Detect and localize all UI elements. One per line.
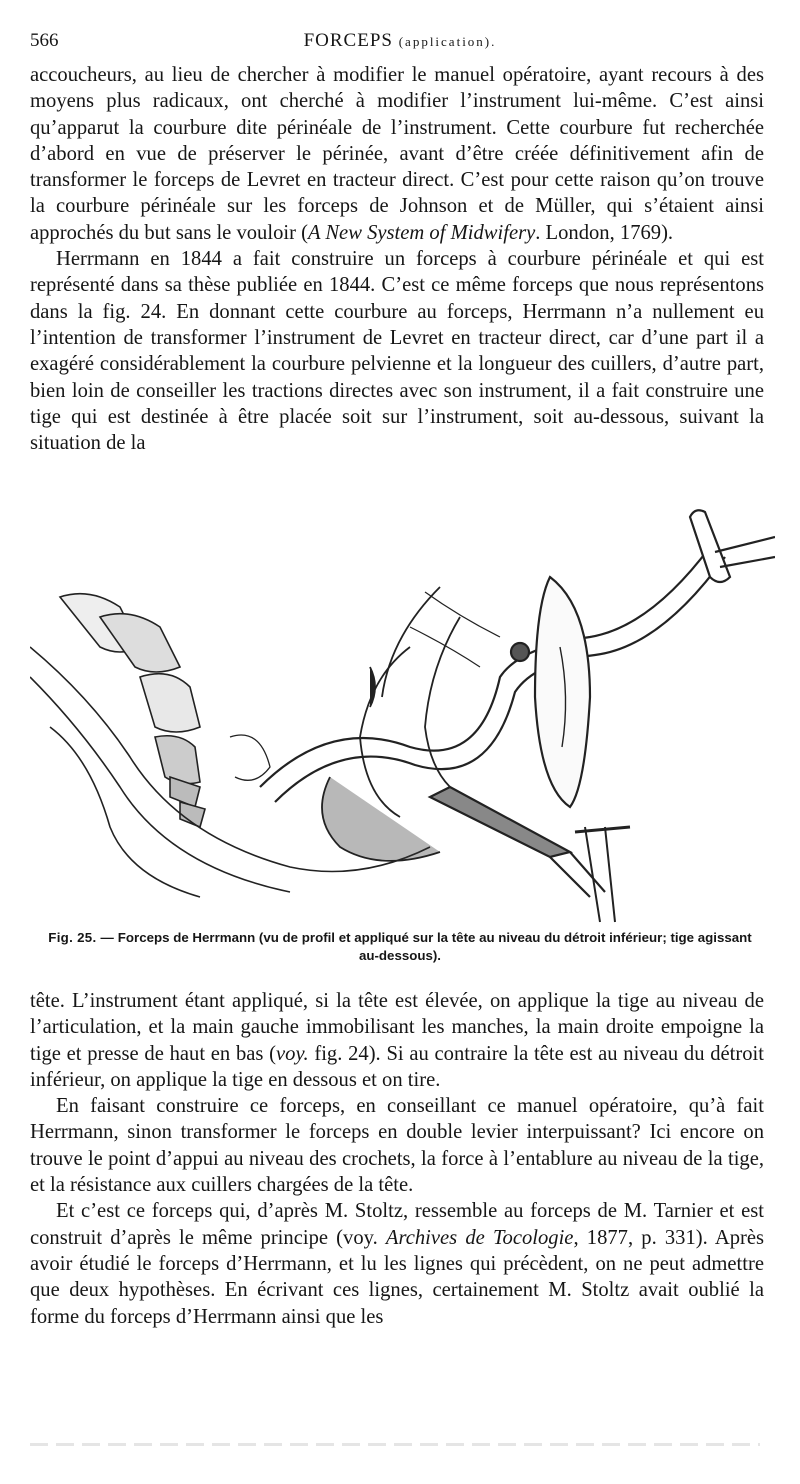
paragraph-4: En faisant construire ce forceps, en conseillant ce manuel opératoire, qu’à fait Herrmann, sinon transformer le forceps en double levier interpuissant? Ici encore on trouve le point d’appui au niveau des crochets, la force à l’entablure au niveau de la tige, et la résistance aux cuillers chargées de la tête. bbox=[30, 1095, 764, 1197]
figure-caption-text: Forceps de Herrmann (vu de profil et appliqué sur la tête au niveau du détroit inférieur; tige agissant au-dessous). bbox=[117, 930, 752, 963]
figure-forceps-illustration bbox=[30, 497, 775, 925]
paragraph-1 bbox=[30, 62, 764, 246]
book-title: A New System of Midwifery bbox=[307, 221, 536, 244]
running-title-sub: (application). bbox=[398, 34, 497, 49]
forceps-drawing bbox=[260, 510, 775, 922]
figure-label: Fig. 25. — bbox=[48, 930, 115, 945]
body-text-top bbox=[30, 62, 764, 456]
running-title bbox=[30, 30, 770, 52]
paragraph-5 bbox=[30, 1198, 764, 1329]
journal-title: Archives de Tocologie bbox=[385, 1226, 574, 1249]
running-header bbox=[30, 30, 770, 58]
paragraph-3-text: tête. L’instrument étant appliqué, si la tête est élevée, on applique la tige au niveau de l’articulation, et la main gauche immobilisant les manches, la main droite empoigne la tige et presse de haut en bas ( bbox=[30, 990, 764, 1065]
anatomy-drawing bbox=[230, 587, 460, 861]
paragraph-1-text: accoucheurs, au lieu de chercher à modifier le manuel opératoire, ayant recours à des moyens plus radicaux, ont cherché à modifier l’instrument lui-même. C’est ainsi qu’apparut la courbure dite périnéale de l’instrument. Cette courbure fut recherchée d’abord en vue de préserver le périnée, avant d’être créée définitivement afin de transformer le forceps de Levret en tracteur direct. C’est pour cette raison qu’on trouve la courbure périnéale sur les forceps de Johnson et de Müller, qui s’étaient ainsi approchés du but sans le vouloir ( bbox=[30, 64, 764, 244]
body-text-bottom bbox=[30, 988, 764, 1330]
page-number: 566 bbox=[30, 30, 59, 51]
paragraph-2: Herrmann en 1844 a fait construire un forceps à courbure périnéale et qui est représenté dans sa thèse publiée en 1844. C’est ce même forceps que nous représentons dans la fig. 24. En donnant cette courbure au forceps, Herrmann n’a nullement eu l’intention de transformer l’instrument de Levret en tracteur direct, car d’une part il a exagéré considérablement la courbure pelvienne et la longueur des cuillers, d’autre part, bien loin de conseiller les tractions directes avec son instrument, il a fait construire une tige qui est destinée à être placée soit sur l’instrument, soit au-dessous, suivant la situation de la bbox=[30, 248, 764, 455]
paragraph-1-end: . London, 1769). bbox=[535, 221, 674, 244]
running-title-main: FORCEPS bbox=[303, 30, 393, 51]
paragraph-3 bbox=[30, 988, 764, 1093]
bleed-through-line bbox=[30, 1443, 760, 1446]
voy-abbrev: voy. bbox=[276, 1042, 309, 1065]
paragraph-5-end: , 1877, p. 331). Après avoir étudié le forceps d’Herrmann, et lu les lignes qui précèdent, on ne peut admettre que deux hypothèses. En écrivant ces lignes, certainement M. Stoltz avait oublié la forme du forceps d’Herrmann ainsi que les bbox=[30, 1226, 765, 1328]
figure-caption bbox=[40, 929, 760, 965]
forceps-engraving bbox=[30, 497, 775, 925]
paragraph-3-end: fig. 24). Si au contraire la tête est au niveau du détroit inférieur, on applique la tige en dessous et on tire. bbox=[30, 1042, 765, 1091]
paragraph-5-text: Et c’est ce forceps qui, d’après M. Stoltz, ressemble au forceps de M. Tarnier et est construit d’après le même principe (voy. bbox=[30, 1200, 764, 1249]
